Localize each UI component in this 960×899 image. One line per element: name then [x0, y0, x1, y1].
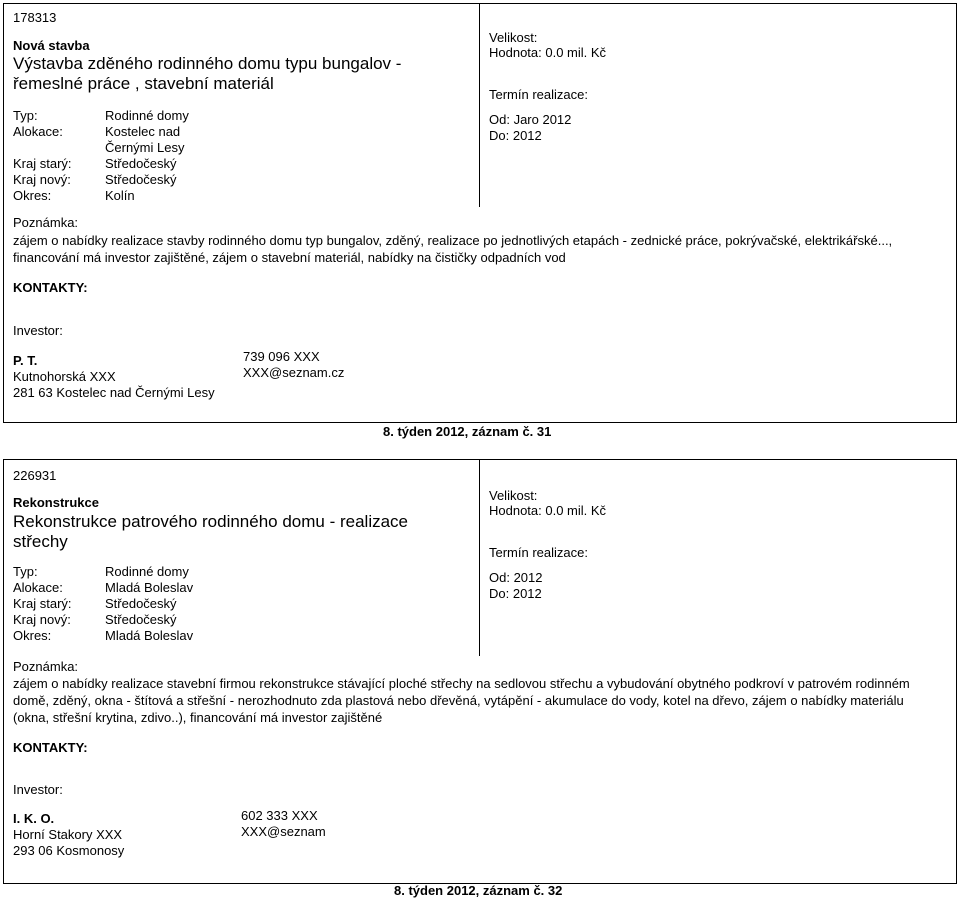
field-label-district: Okres:: [13, 628, 52, 643]
record-footer: 8. týden 2012, záznam č. 31: [383, 424, 552, 439]
field-value-location: Mladá Boleslav: [105, 580, 194, 595]
term-label: Termín realizace:: [489, 545, 588, 560]
note-text: zájem o nabídky realizace stavby rodinného domu typ bungalov, zděný, realizace po jednotlivých etapách - zednické práce, pokrývačské, elektrikářské..., financování má investor zajištěné, zájem o stavební materiál, nabídky na čističky odpadních vod: [13, 233, 893, 265]
investor-name: P. T.: [13, 353, 38, 368]
field-value-new-region: Středočeský: [105, 612, 177, 627]
record-category: Rekonstrukce: [13, 495, 99, 510]
field-label-type: Typ:: [13, 564, 38, 579]
investor-phone: 602 333 XXX: [241, 808, 318, 823]
field-value-new-region: Středočeský: [105, 172, 177, 187]
investor-label: Investor:: [13, 782, 63, 797]
record-id: 226931: [13, 468, 57, 483]
record-footer: 8. týden 2012, záznam č. 32: [394, 883, 563, 898]
record-title: Rekonstrukce patrového rodinného domu - realizace střechy: [13, 512, 409, 551]
field-value-old-region: Středočeský: [105, 596, 177, 611]
field-label-district: Okres:: [13, 188, 52, 203]
contacts-heading: KONTAKTY:: [13, 280, 88, 295]
investor-city: 293 06 Kosmonosy: [13, 843, 125, 858]
investor-street: Horní Stakory XXX: [13, 827, 123, 842]
record-id: 178313: [13, 10, 57, 25]
term-from: Od: Jaro 2012: [489, 112, 572, 127]
field-value-district: Kolín: [105, 188, 135, 203]
field-value-type: Rodinné domy: [105, 108, 189, 123]
field-label-location: Alokace:: [13, 580, 63, 595]
investor-street: Kutnohorská XXX: [13, 369, 116, 384]
column-divider: [479, 4, 480, 207]
record-card: [3, 459, 957, 884]
term-to: Do: 2012: [489, 586, 542, 601]
field-label-new-region: Kraj nový:: [13, 612, 71, 627]
note-text: zájem o nabídky realizace stavební firmou rekonstrukce stávající ploché střechy na sedlovou střechu a vybudování obytného podkroví v patrovém rodinném domě, zděný, okna - štítová a střešní - nerozhodnuto zda plastová nebo dřevěná, vytápění - akumulace do vody, kotel na dřevo, zájem o nabídky materiálu (okna, střešní krytina, zdivo..), financování má investor zajištěné: [13, 676, 910, 725]
field-label-old-region: Kraj starý:: [13, 596, 72, 611]
column-divider: [479, 460, 480, 656]
term-from: Od: 2012: [489, 570, 543, 585]
note-label: Poznámka:: [13, 659, 79, 674]
field-label-type: Typ:: [13, 108, 38, 123]
field-value-old-region: Středočeský: [105, 156, 177, 171]
investor-phone: 739 096 XXX: [243, 349, 320, 364]
record-title: Výstavba zděného rodinného domu typu bungalov - řemeslné práce , stavební materiál: [13, 54, 402, 93]
investor-label: Investor:: [13, 323, 63, 338]
investor-city: 281 63 Kostelec nad Černými Lesy: [13, 385, 215, 400]
term-to: Do: 2012: [489, 128, 542, 143]
field-value-type: Rodinné domy: [105, 564, 189, 579]
record-category: Nová stavba: [13, 38, 90, 53]
note-label: Poznámka:: [13, 215, 79, 230]
size-value: Hodnota: 0.0 mil. Kč: [489, 45, 607, 60]
field-label-new-region: Kraj nový:: [13, 172, 71, 187]
field-value-district: Mladá Boleslav: [105, 628, 194, 643]
size-label: Velikost:: [489, 30, 538, 45]
investor-name: I. K. O.: [13, 811, 55, 826]
term-label: Termín realizace:: [489, 87, 588, 102]
investor-email: XXX@seznam: [241, 824, 326, 839]
field-label-old-region: Kraj starý:: [13, 156, 72, 171]
size-label: Velikost:: [489, 488, 538, 503]
record-card: [3, 3, 957, 423]
contacts-heading: KONTAKTY:: [13, 740, 88, 755]
field-label-location: Alokace:: [13, 124, 63, 139]
field-value-location: Kostelec nad Černými Lesy: [105, 124, 185, 155]
size-value: Hodnota: 0.0 mil. Kč: [489, 503, 607, 518]
investor-email: XXX@seznam.cz: [243, 365, 345, 380]
